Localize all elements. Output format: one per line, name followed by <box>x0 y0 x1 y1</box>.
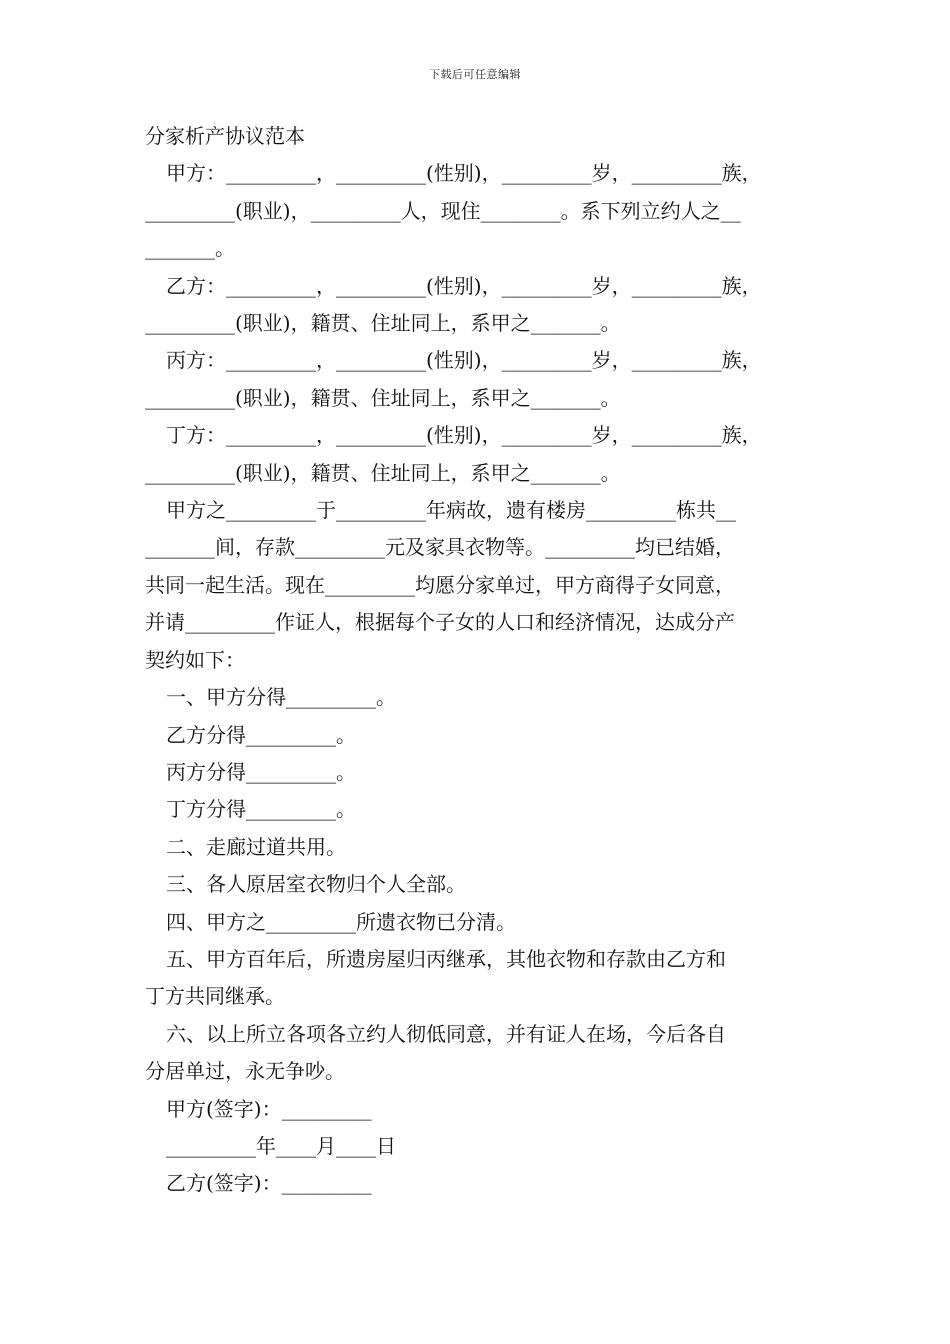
document-line: 三、各人原居室衣物归个人全部。 <box>166 872 466 897</box>
document-line: 六、以上所立各项各立约人彻低同意，并有证人在场，今后各自 <box>166 1021 726 1046</box>
page-header: 下载后可任意编辑 <box>429 68 521 81</box>
document-line: 契约如下： <box>145 647 245 672</box>
document-line: 甲方(签字)：_________ <box>166 1096 372 1121</box>
document-line: 丙方分得_________。 <box>166 759 356 784</box>
document-line: 四、甲方之_________所遗衣物已分清。 <box>166 909 516 934</box>
document-line: 二、走廊过道共用。 <box>166 834 346 859</box>
document-line: _________(职业)，籍贯、住址同上，系甲之_______。 <box>145 311 621 336</box>
document-line: _______间，存款_________元及家具衣物等。_________均已结婚， <box>145 535 735 560</box>
document-title: 分家析产协议范本 <box>145 124 305 148</box>
document-line: 分居单过，永无争吵。 <box>145 1059 345 1084</box>
document-line: _________(职业)，籍贯、住址同上，系甲之_______。 <box>145 385 621 410</box>
document-body <box>145 118 810 1203</box>
document-line: 丁方共同继承。 <box>145 984 285 1009</box>
document-line: 并请_________作证人，根据每个子女的人口和经济情况，达成分产 <box>145 610 735 635</box>
document-line: _________(职业)，_________人，现住________。系下列立约人之__ <box>145 198 741 223</box>
document-line: 共同一起生活。现在_________均愿分家单过，甲方商得子女同意， <box>145 572 735 597</box>
document-line: 甲方之_________于_________年病故，遗有楼房_________栋共__ <box>166 498 736 523</box>
document-line: 丙方：_________，_________(性别)，_________岁，_________族， <box>166 348 762 373</box>
document-line: 五、甲方百年后，所遗房屋归丙继承，其他衣物和存款由乙方和 <box>166 946 726 971</box>
document-line: 丁方：_________，_________(性别)，_________岁，_________族， <box>166 423 762 448</box>
document-line: 一、甲方分得_________。 <box>166 685 396 710</box>
document-line: 丁方分得_________。 <box>166 797 356 822</box>
document-line: 乙方分得_________。 <box>166 722 356 747</box>
document-line: _________(职业)，籍贯、住址同上，系甲之_______。 <box>145 460 621 485</box>
document-lines <box>145 155 810 1202</box>
document-line: _________年____月____日 <box>166 1133 396 1158</box>
document-line: 甲方：_________，_________(性别)，_________岁，_________族， <box>166 161 762 186</box>
document-line: 乙方：_________，_________(性别)，_________岁，_________族， <box>166 273 762 298</box>
document-line: _______。 <box>145 236 235 261</box>
document-line: 乙方(签字)：_________ <box>166 1171 372 1196</box>
